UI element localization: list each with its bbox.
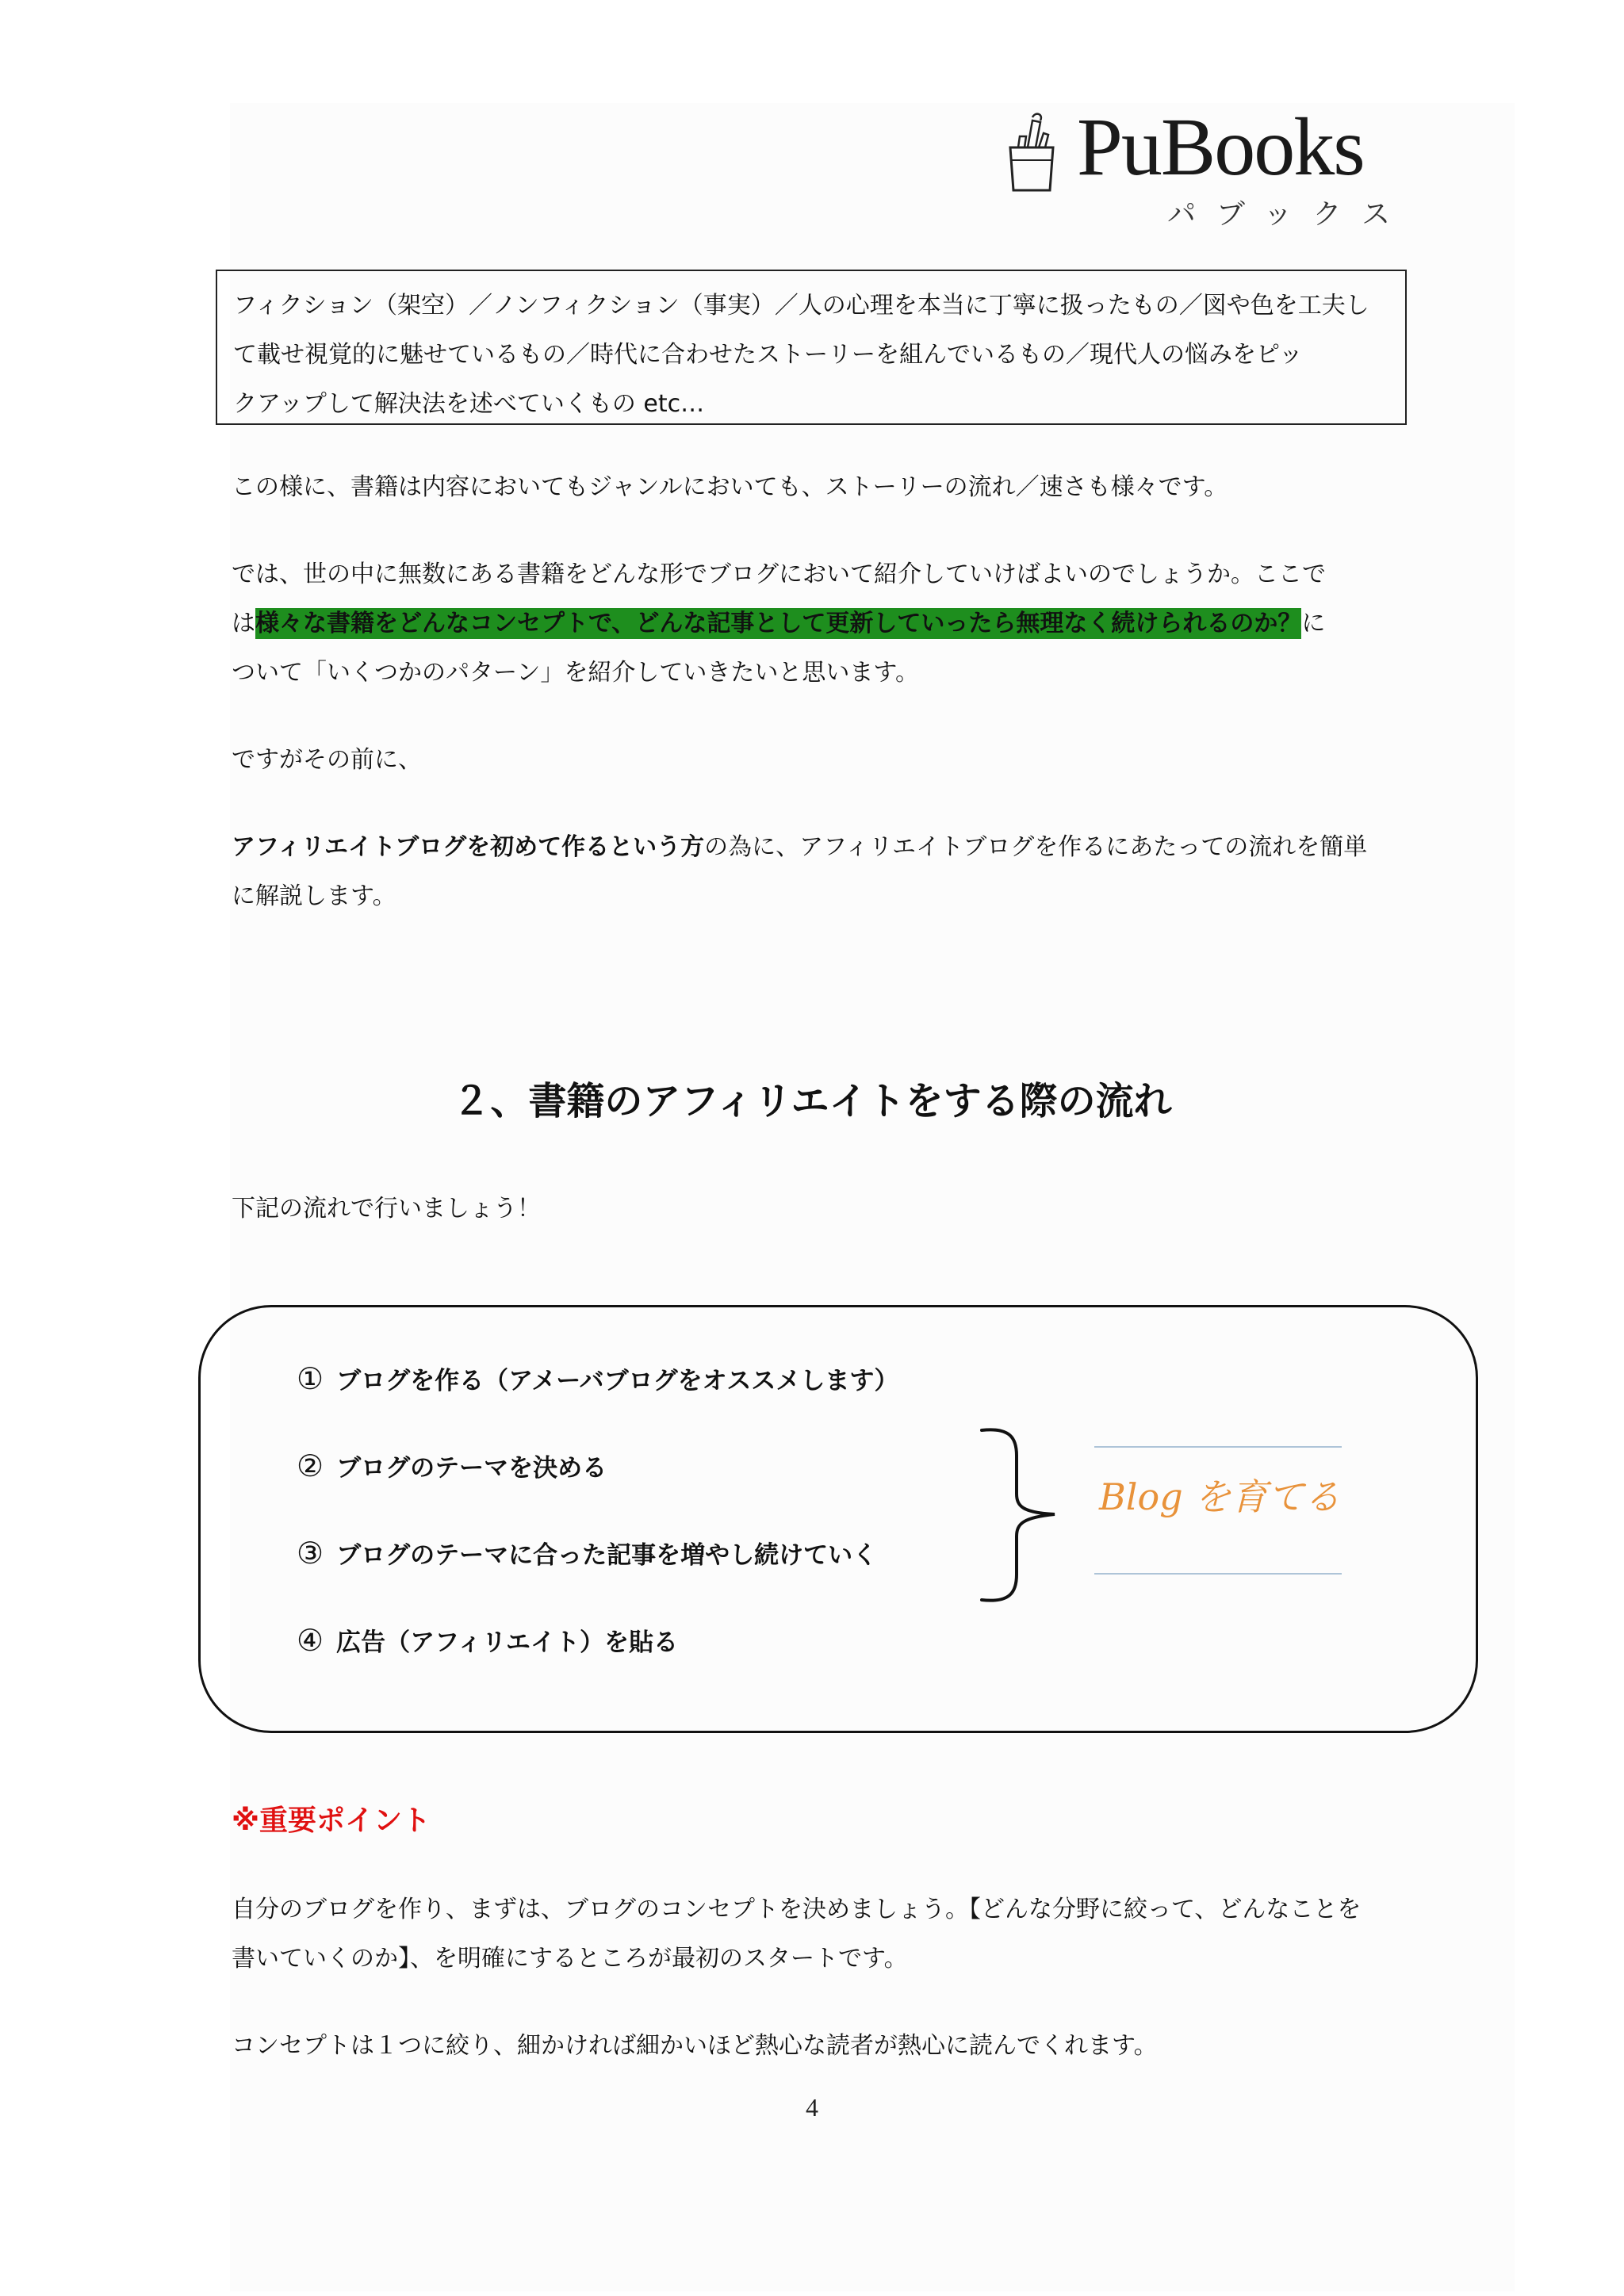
step-label: ブログのテーマに合った記事を増やし続けていく xyxy=(336,1541,878,1570)
step-label: 広告（アフィリエイト）を貼る xyxy=(336,1628,678,1657)
pubooks-logo xyxy=(1001,101,1411,232)
page-number: 4 xyxy=(806,2093,818,2122)
genre-line-1: フィクション（架空）／ノンフィクション（事実）／人の心理を本当に丁寧に扱ったもの／図や色を工夫し xyxy=(233,292,1369,320)
paragraph-beginners-line-1 xyxy=(232,823,1367,872)
logo-wordmark: PuBooks xyxy=(1077,101,1364,193)
paragraph-variety: この様に、書籍は内容においてもジャンルにおいても、ストーリーの流れ／速さも様々です。 xyxy=(232,473,1228,501)
logo-kana: パブックス xyxy=(1167,198,1411,231)
concept-line-2: 書いていくのか】、を明確にするところが最初のスタートです。 xyxy=(232,1945,908,1973)
book-holder-icon xyxy=(1001,113,1074,195)
paragraph-before-that: ですがその前に、 xyxy=(232,746,422,774)
question-prefix: は xyxy=(232,610,255,637)
step-number: ① xyxy=(297,1360,324,1396)
flow-step-4 xyxy=(297,1622,678,1658)
step-number: ④ xyxy=(297,1622,324,1658)
flow-step-1 xyxy=(297,1360,898,1396)
grow-blog-label: Blog を育てる xyxy=(1099,1475,1341,1518)
beginners-rest: の為に、アフィリエイトブログを作るにあたっての流れを簡単 xyxy=(704,833,1368,861)
curly-brace-icon xyxy=(975,1424,1071,1606)
paragraph-question-line-1: では、世の中に無数にある書籍をどんな形でブログにおいて紹介していけばよいのでしょうか。ここで xyxy=(232,561,1326,588)
concept-line-1: 自分のブログを作り、まずは、ブログのコンセプトを決めましょう。【どんな分野に絞って、どんなことを xyxy=(232,1896,1362,1923)
concept-line-3: コンセプトは１つに絞り、細かければ細かいほど熱心な読者が熱心に読んでくれます。 xyxy=(232,2032,1158,2060)
question-suffix: に xyxy=(1301,610,1326,637)
flow-step-3 xyxy=(297,1535,877,1571)
genre-box xyxy=(216,270,1407,425)
section-heading: ２、書籍のアフィリエイトをする際の流れ xyxy=(452,1079,1172,1123)
paragraph-question-line-3: ついて「いくつかのパターン」を紹介していきたいと思います。 xyxy=(232,659,919,687)
step-number: ③ xyxy=(297,1535,324,1571)
genre-line-2: て載せ視覚的に魅せているもの／時代に合わせたストーリーを組んでいるもの／現代人の悩みをピッ xyxy=(233,341,1303,369)
paragraph-question-line-2 xyxy=(232,599,1325,649)
grow-rule-bottom xyxy=(1094,1573,1342,1575)
step-number: ② xyxy=(297,1448,324,1483)
highlighted-question: 様々な書籍をどんなコンセプトで、どんな記事として更新していったら無理なく続けられるのか？ xyxy=(255,610,1302,637)
grow-rule-top xyxy=(1094,1446,1342,1448)
flow-step-2 xyxy=(297,1448,607,1483)
step-label: ブログのテーマを決める xyxy=(336,1454,607,1483)
genre-line-3: クアップして解決法を述べていくもの etc… xyxy=(233,390,705,418)
paragraph-beginners-line-2: に解説します。 xyxy=(232,882,396,910)
flow-intro: 下記の流れで行いましょう！ xyxy=(232,1195,541,1223)
beginners-emphasis: アフィリエイトブログを初めて作るという方 xyxy=(232,833,705,861)
step-label: ブログを作る（アメーバブログをオススメします） xyxy=(336,1367,899,1395)
important-point-title: ※重要ポイント xyxy=(232,1804,431,1837)
